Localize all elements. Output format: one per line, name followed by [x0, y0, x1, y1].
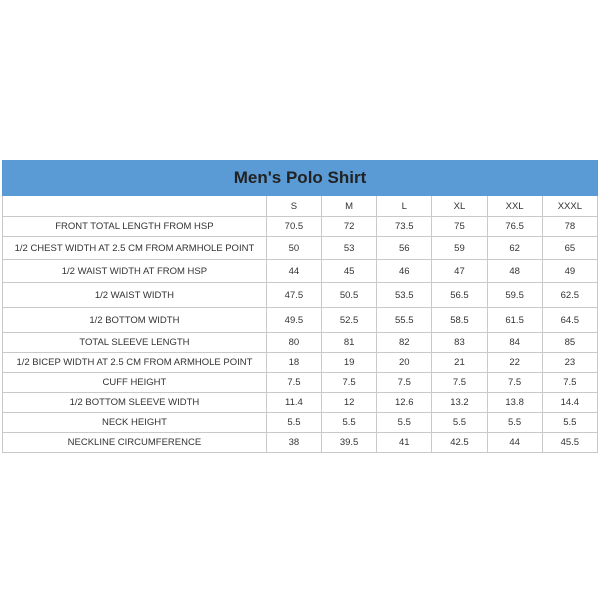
- table-cell: 5.5: [266, 413, 321, 433]
- table-row: [3, 373, 598, 393]
- table-cell: 76.5: [487, 217, 542, 237]
- table-cell: 12: [322, 393, 377, 413]
- row-label: 1/2 WAIST WIDTH AT FROM HSP: [3, 260, 267, 283]
- table-cell: 49: [542, 260, 597, 283]
- header-label-cell: [3, 196, 267, 217]
- table-row: [3, 283, 598, 308]
- table-cell: 62.5: [542, 283, 597, 308]
- table-cell: 21: [432, 353, 487, 373]
- table-cell: 59.5: [487, 283, 542, 308]
- table-cell: 5.5: [432, 413, 487, 433]
- table-cell: 78: [542, 217, 597, 237]
- table-cell: 47: [432, 260, 487, 283]
- table-row: [3, 433, 598, 453]
- table-cell: 80: [266, 333, 321, 353]
- table-cell: 46: [377, 260, 432, 283]
- table-cell: 72: [322, 217, 377, 237]
- table-row: [3, 393, 598, 413]
- table-cell: 12.6: [377, 393, 432, 413]
- table-cell: 11.4: [266, 393, 321, 413]
- table-cell: 5.5: [487, 413, 542, 433]
- table-cell: 47.5: [266, 283, 321, 308]
- table-cell: 7.5: [322, 373, 377, 393]
- table-cell: 85: [542, 333, 597, 353]
- table-cell: 53: [322, 237, 377, 260]
- row-label: 1/2 BOTTOM WIDTH: [3, 308, 267, 333]
- table-cell: 20: [377, 353, 432, 373]
- table-cell: 5.5: [542, 413, 597, 433]
- table-cell: 18: [266, 353, 321, 373]
- table-row: [3, 260, 598, 283]
- row-label: NECKLINE CIRCUMFERENCE: [3, 433, 267, 453]
- table-cell: 19: [322, 353, 377, 373]
- table-row: [3, 413, 598, 433]
- table-cell: 65: [542, 237, 597, 260]
- table-cell: 52.5: [322, 308, 377, 333]
- table-cell: 13.2: [432, 393, 487, 413]
- table-cell: 84: [487, 333, 542, 353]
- table-cell: 7.5: [432, 373, 487, 393]
- row-label: TOTAL SLEEVE LENGTH: [3, 333, 267, 353]
- table-cell: 56.5: [432, 283, 487, 308]
- size-header-xl: XL: [432, 196, 487, 217]
- table-title: Men's Polo Shirt: [3, 161, 598, 196]
- table-cell: 61.5: [487, 308, 542, 333]
- size-header-xxl: XXL: [487, 196, 542, 217]
- table-cell: 70.5: [266, 217, 321, 237]
- row-label: FRONT TOTAL LENGTH FROM HSP: [3, 217, 267, 237]
- row-label: 1/2 CHEST WIDTH AT 2.5 CM FROM ARMHOLE POINT: [3, 237, 267, 260]
- table-cell: 5.5: [377, 413, 432, 433]
- table-cell: 13.8: [487, 393, 542, 413]
- table-cell: 39.5: [322, 433, 377, 453]
- table-cell: 22: [487, 353, 542, 373]
- table-cell: 50: [266, 237, 321, 260]
- table-cell: 62: [487, 237, 542, 260]
- table-cell: 7.5: [542, 373, 597, 393]
- table-cell: 38: [266, 433, 321, 453]
- table-cell: 81: [322, 333, 377, 353]
- table-cell: 42.5: [432, 433, 487, 453]
- size-header-m: M: [322, 196, 377, 217]
- table-cell: 59: [432, 237, 487, 260]
- table-cell: 45: [322, 260, 377, 283]
- table-cell: 41: [377, 433, 432, 453]
- table-row: [3, 333, 598, 353]
- table-row: [3, 217, 598, 237]
- title-row: [3, 161, 598, 196]
- table-cell: 64.5: [542, 308, 597, 333]
- table-cell: 75: [432, 217, 487, 237]
- table-cell: 56: [377, 237, 432, 260]
- table-cell: 83: [432, 333, 487, 353]
- table-cell: 73.5: [377, 217, 432, 237]
- table-cell: 7.5: [266, 373, 321, 393]
- size-header-xxxl: XXXL: [542, 196, 597, 217]
- table-cell: 44: [487, 433, 542, 453]
- size-header-l: L: [377, 196, 432, 217]
- table-cell: 55.5: [377, 308, 432, 333]
- table-cell: 14.4: [542, 393, 597, 413]
- row-label: 1/2 BOTTOM SLEEVE WIDTH: [3, 393, 267, 413]
- table-cell: 49.5: [266, 308, 321, 333]
- table-cell: 7.5: [487, 373, 542, 393]
- row-label: NECK HEIGHT: [3, 413, 267, 433]
- size-header-s: S: [266, 196, 321, 217]
- table-row: [3, 353, 598, 373]
- table-cell: 53.5: [377, 283, 432, 308]
- size-header-row: [3, 196, 598, 217]
- table-cell: 7.5: [377, 373, 432, 393]
- row-label: 1/2 WAIST WIDTH: [3, 283, 267, 308]
- table-cell: 50.5: [322, 283, 377, 308]
- table-row: [3, 237, 598, 260]
- table-cell: 58.5: [432, 308, 487, 333]
- table-row: [3, 308, 598, 333]
- table-cell: 44: [266, 260, 321, 283]
- size-chart-table: [2, 160, 598, 453]
- table-cell: 5.5: [322, 413, 377, 433]
- table-cell: 82: [377, 333, 432, 353]
- table-cell: 45.5: [542, 433, 597, 453]
- table-cell: 48: [487, 260, 542, 283]
- row-label: 1/2 BICEP WIDTH AT 2.5 CM FROM ARMHOLE POINT: [3, 353, 267, 373]
- row-label: CUFF HEIGHT: [3, 373, 267, 393]
- table-cell: 23: [542, 353, 597, 373]
